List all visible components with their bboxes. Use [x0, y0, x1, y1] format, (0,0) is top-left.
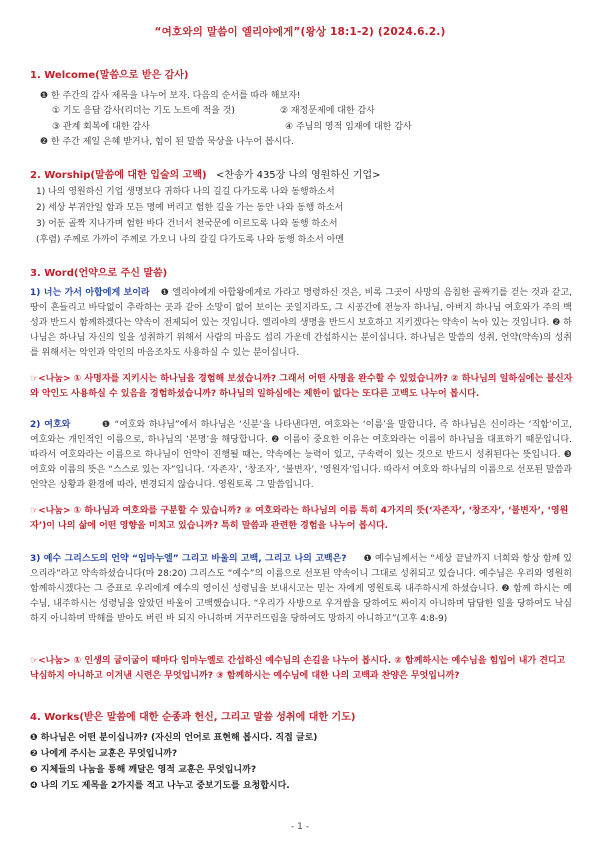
hymn-verse-2: 2) 세상 부귀안일 함과 모든 명예 버리고 험한 길을 가는 동안 나와 동행 하소서: [36, 203, 344, 213]
sharing-question-3: [30, 654, 575, 684]
word-point-3-title: 3) 예수 그리스도의 언약 “임마누엘” 그리고 바울의 고백, 그리고 나의 고백은?: [30, 554, 347, 564]
sharing-question-1: [30, 372, 575, 402]
sharing-question-3-text: ① 인생의 굽이굽이 때마다 임마누엘로 간섭하신 예수님의 손길을 나누어 봅시다. ② 함께하시는 예수님을 힘입어 내가 견디고 낙심하지 아니하고 이겨낸 시련은 무엇입니까? ③ 함께하시는 예수님에 대한 나의 고백과 찬양은 무엇입니까?: [30, 656, 566, 681]
welcome-sub-2: ② 재정문제에 대한 감사: [280, 106, 375, 116]
works-item-3: ❸ 지체들의 나눔을 통해 깨달은 영적 교훈은 무엇입니까?: [30, 765, 257, 775]
word-point-2-body: ❶ “여호와 하나님”에서 하나님은 ‘신분’을 나타낸다면, 여호와는 ‘이름’을 말합니다. 즉 하나님은 신이라는 ‘직함’이고, 여호와는 개인적인 이름으로, 하나님의 ‘본명’을 해당합니다. ❷ 이름이 중요한 이유는 여호와라는 이름이 하나님을 대표하기 때문입니다. 따라서 여호와라는 이름으로 하나님이 언약이 진행될 때는, 약속에는 능력이 있고, 구속력이 있는 것으로 반드시 성취된다는 뜻입니다. ❸ 여호와 이름의 뜻은 “스스로 있는 자”입니다. ‘자존자’, ‘창조자’, ‘불변자’, ‘영원자’입니다. 따라서 여호와 하나님의 이름으로 선포된 말씀과 언약은 상황과 환경에 따라, 변경되지 않습니다. 영원토록 그 말씀입니다.: [30, 420, 572, 490]
sharing-tag: ☞<나눔>: [30, 506, 71, 516]
hymn-chorus: (후렴) 주께로 가까이 주께로 가오니 나의 갈길 다가도록 나와 동행 하소서 아멘: [36, 235, 345, 245]
sharing-question-1-text: ① 사명자를 지키시는 하나님을 경험해 보셨습니까? 그래서 어떤 사명을 완수할 수 있었습니까? ② 하나님의 일하심에는 불신자와 악인도 사용하실 수 있음을 경험하셨습니까? 하나님의 일하심에는 제한이 없다는 또다른 고백도 나누어 봅시다.: [30, 374, 573, 399]
welcome-item-1: ❶ 한 주간의 감사 제목을 나누어 보자. 다음의 순서를 따라 해보자!: [40, 91, 301, 101]
hymn-verse-3: 3) 어둔 골짝 지나가며 험한 바다 건너서 천국문에 이르도록 나와 동행 하소서: [36, 219, 338, 229]
word-heading: 3. Word(언약으로 주신 말씀): [30, 268, 168, 279]
welcome-heading: 1. Welcome(말씀으로 받은 감사): [30, 70, 189, 81]
document-title: “여호와의 말씀이 엘리야에게”(왕상 18:1-2) (2024.6.2.): [154, 26, 446, 38]
worship-heading: [30, 166, 381, 181]
sharing-tag: ☞<나눔>: [30, 374, 71, 384]
welcome-sub-4: ④ 주님의 영적 임재에 대한 감사: [285, 122, 412, 132]
word-point-1-title: 1) 너는 가서 아합에게 보이라: [30, 288, 150, 298]
welcome-item-2: ❷ 한 주간 제일 은혜 받거나, 힘이 된 말씀 묵상을 나누어 봅시다.: [40, 137, 294, 147]
sharing-question-2-text: ① 하나님과 여호와를 구분할 수 있습니까? ② 여호와라는 하나님의 이름 특히 4가지의 뜻(‘자존자’, ‘창조자’, ‘불변자’, ‘영원자’)이 나의 삶에 어떤 영향을 미치고 있습니까? 특히 말씀과 관련한 경험을 나누어 봅시다.: [30, 506, 569, 531]
sharing-question-2: [30, 504, 575, 534]
word-point-3: [30, 552, 572, 627]
word-point-2: [30, 418, 572, 493]
word-point-1: [30, 286, 572, 361]
works-item-1: ❶ 하나님은 어떤 분이십니까? (자신의 언어로 표현해 봅시다. 직접 글로): [30, 733, 318, 743]
word-point-3-body: ❶ 예수님께서는 “세상 끝날까지 너희와 항상 함께 있으리라”라고 약속하셨습니다(마 28:20) 그리스도 “예수”의 이름으로 선포된 약속이니 그대로 성취되고 있습니다. 예수님은 우리와 영원히 함께하시겠다는 그 증표로 우리에게 예수의 영이신 성령님을 보내시고는 믿는 자에게 영원토록 내주하시게 하셨습니다. ❷ 함께 하시는 예수님, 내주하시는 성령님을 알았던 바울이 고백했습니다. “우리가 사방으로 우겨쌈을 당하여도 싸이지 아니하며 답답한 일을 당하여도 낙심하지 아니하며 박해를 받아도 버린 바 되지 아니하며 거꾸러뜨림을 당하여도 망하지 아니하고”(고후 4:8-9): [30, 554, 573, 624]
sharing-tag: ☞<나눔>: [30, 656, 71, 666]
works-heading: 4. Works(받은 말씀에 대한 순종과 헌신, 그리고 말씀 성취에 대한 기도): [30, 712, 356, 723]
hymn-verse-1: 1) 나의 영원하신 기업 생명보다 귀하다 나의 길길 다가도록 나와 동행하소서: [36, 187, 335, 197]
worship-heading-label: 2. Worship(말씀에 대한 입술의 고백): [30, 170, 207, 181]
word-point-1-body: ❶ 엘리야에게 아합왕에게로 가라고 명령하신 것은, 비록 그곳이 사망의 음침한 골짜기를 걷는 것과 같고, 땅이 흔들리고 바닥없이 추락하는 곳과 같아 소망이 없어 보이는 곳일지라도, 그 시공간에 전능자 하나님, 아버지 하나님 여호와가 주의 백성과 반드시 함께하겠다는 약속이 전제되어 있는 것입니다. 엘리야의 생명을 반드시 보호하고 지키겠다는 약속이 녹아 있는 것입니다. ❷ 하나님은 하나님 자신의 일을 성취하기 위해서 사람의 마음도 섭리 가운데 간섭하시는 분이십니다. 하나님은 말씀의 성취, 언약(약속)의 성취를 위해서는 악인과 악인의 마음조차도 사용하실 수 있는 분이십니다.: [30, 288, 573, 358]
word-point-2-title: 2) 여호와: [30, 420, 71, 430]
works-item-2: ❷ 나에게 주시는 교훈은 무엇입니까?: [30, 749, 178, 759]
works-item-4: ❹ 나의 기도 제목을 2가지를 적고 나누고 중보기도를 요청합시다.: [30, 781, 290, 791]
worship-hymn: <찬송가 435장 나의 영원하신 기업>: [216, 170, 381, 181]
page-number: - 1 -: [291, 822, 309, 832]
welcome-sub-3: ③ 관계 회복에 대한 감사: [52, 122, 150, 132]
welcome-sub-1: ① 기도 응답 감사(리더는 기도 노트에 적을 것): [52, 106, 235, 116]
